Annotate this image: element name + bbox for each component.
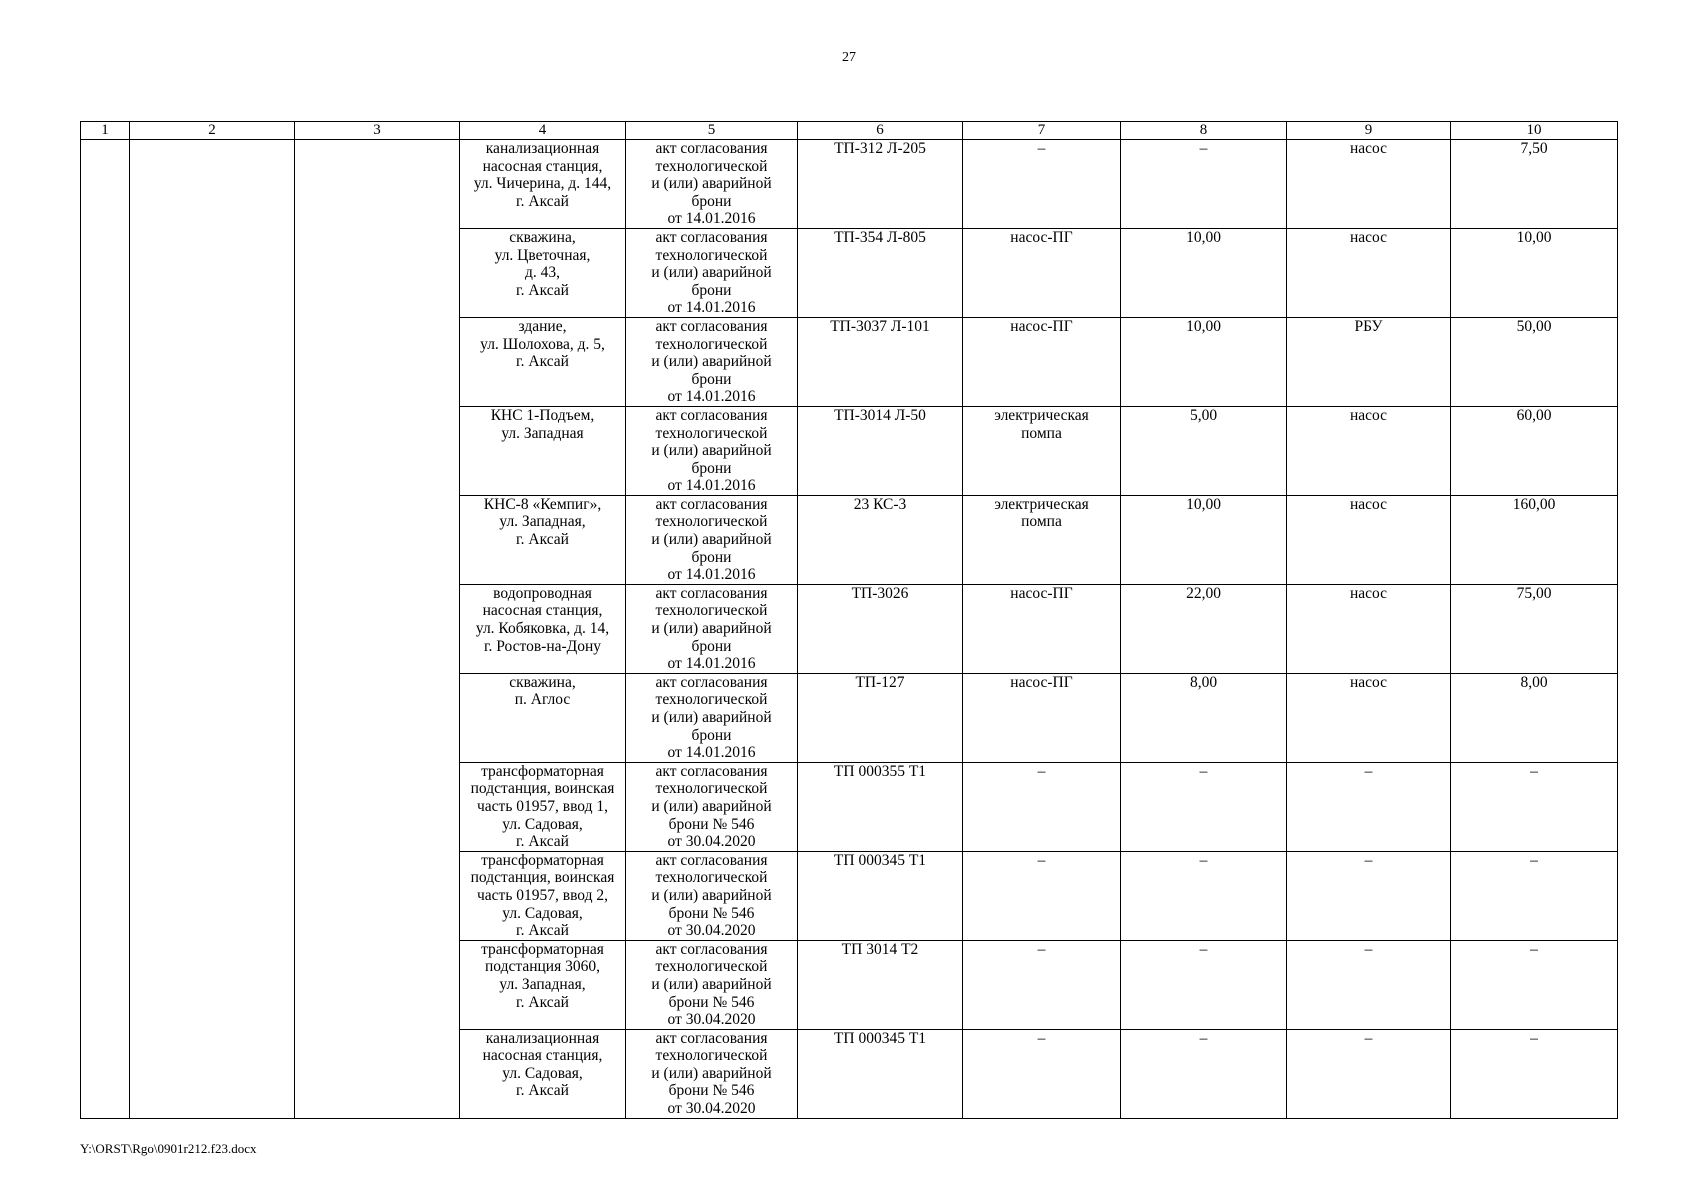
file-path-footer: Y:\ORST\Rgo\0901r212.f23.docx <box>80 1141 257 1156</box>
cell-c4: канализационная насосная станция, ул. Садовая, г. Аксай <box>460 1029 626 1118</box>
cell-c9: РБУ <box>1287 317 1451 406</box>
cell-c9: насос <box>1287 228 1451 317</box>
cell-c10: – <box>1451 1029 1618 1118</box>
header-cell: 8 <box>1121 122 1287 140</box>
cell-c8: – <box>1121 1029 1287 1118</box>
cell-c10: 160,00 <box>1451 495 1618 584</box>
cell-c8: – <box>1121 762 1287 851</box>
cell-c9: насос <box>1287 584 1451 673</box>
cell-c5: акт согласования технологической и (или) аварийной брони № 546 от 30.04.2020 <box>626 762 798 851</box>
cell-c7: насос-ПГ <box>963 673 1121 762</box>
cell-c7: – <box>963 762 1121 851</box>
cell-c7: – <box>963 851 1121 940</box>
cell-c6: ТП 000355 Т1 <box>798 762 963 851</box>
cell-c8: – <box>1121 940 1287 1029</box>
cell-c5: акт согласования технологической и (или) аварийной брони от 14.01.2016 <box>626 140 798 229</box>
cell-c8: 10,00 <box>1121 228 1287 317</box>
cell-c6: ТП-127 <box>798 673 963 762</box>
cell-c6: ТП-312 Л-205 <box>798 140 963 229</box>
cell-c5: акт согласования технологической и (или) аварийной брони от 14.01.2016 <box>626 228 798 317</box>
cell-c10: 60,00 <box>1451 406 1618 495</box>
col-1-cell <box>81 140 130 1119</box>
cell-c4: трансформаторная подстанция, воинская часть 01957, ввод 1, ул. Садовая, г. Аксай <box>460 762 626 851</box>
cell-c6: ТП 3014 Т2 <box>798 940 963 1029</box>
cell-c4: трансформаторная подстанция 3060, ул. Западная, г. Аксай <box>460 940 626 1029</box>
cell-c7: – <box>963 940 1121 1029</box>
data-table <box>80 121 1618 1119</box>
header-cell: 10 <box>1451 122 1618 140</box>
table-row <box>81 140 1618 229</box>
cell-c4: водопроводная насосная станция, ул. Кобяковка, д. 14, г. Ростов-на-Дону <box>460 584 626 673</box>
cell-c7: – <box>963 140 1121 229</box>
cell-c8: 10,00 <box>1121 317 1287 406</box>
cell-c6: 23 КС-3 <box>798 495 963 584</box>
cell-c8: 8,00 <box>1121 673 1287 762</box>
header-row <box>81 122 1618 140</box>
page-number: 27 <box>842 50 856 65</box>
cell-c6: ТП 000345 Т1 <box>798 1029 963 1118</box>
cell-c7: насос-ПГ <box>963 228 1121 317</box>
cell-c10: – <box>1451 851 1618 940</box>
cell-c10: 75,00 <box>1451 584 1618 673</box>
cell-c6: ТП-3026 <box>798 584 963 673</box>
cell-c7: электрическая помпа <box>963 495 1121 584</box>
cell-c4: трансформаторная подстанция, воинская часть 01957, ввод 2, ул. Садовая, г. Аксай <box>460 851 626 940</box>
cell-c10: – <box>1451 940 1618 1029</box>
cell-c4: скважина, ул. Цветочная, д. 43, г. Аксай <box>460 228 626 317</box>
cell-c6: ТП-3014 Л-50 <box>798 406 963 495</box>
cell-c6: ТП-354 Л-805 <box>798 228 963 317</box>
col-2-cell <box>130 140 295 1119</box>
cell-c7: – <box>963 1029 1121 1118</box>
cell-c9: – <box>1287 940 1451 1029</box>
cell-c9: – <box>1287 762 1451 851</box>
cell-c4: КНС-8 «Кемпиг», ул. Западная, г. Аксай <box>460 495 626 584</box>
cell-c5: акт согласования технологической и (или) аварийной брони от 14.01.2016 <box>626 406 798 495</box>
cell-c9: – <box>1287 851 1451 940</box>
cell-c4: КНС 1-Подъем, ул. Западная <box>460 406 626 495</box>
cell-c5: акт согласования технологической и (или) аварийной брони от 14.01.2016 <box>626 584 798 673</box>
cell-c8: 10,00 <box>1121 495 1287 584</box>
cell-c10: 50,00 <box>1451 317 1618 406</box>
cell-c5: акт согласования технологической и (или) аварийной брони № 546 от 30.04.2020 <box>626 851 798 940</box>
header-cell: 5 <box>626 122 798 140</box>
cell-c5: акт согласования технологической и (или) аварийной брони от 14.01.2016 <box>626 317 798 406</box>
cell-c8: 22,00 <box>1121 584 1287 673</box>
header-cell: 4 <box>460 122 626 140</box>
cell-c8: – <box>1121 140 1287 229</box>
cell-c9: насос <box>1287 495 1451 584</box>
col-3-cell <box>295 140 460 1119</box>
cell-c4: здание, ул. Шолохова, д. 5, г. Аксай <box>460 317 626 406</box>
cell-c9: насос <box>1287 140 1451 229</box>
cell-c5: акт согласования технологической и (или) аварийной брони от 14.01.2016 <box>626 673 798 762</box>
cell-c10: – <box>1451 762 1618 851</box>
cell-c9: насос <box>1287 673 1451 762</box>
cell-c8: 5,00 <box>1121 406 1287 495</box>
cell-c7: электрическая помпа <box>963 406 1121 495</box>
cell-c5: акт согласования технологической и (или) аварийной брони от 14.01.2016 <box>626 495 798 584</box>
header-cell: 1 <box>81 122 130 140</box>
cell-c5: акт согласования технологической и (или) аварийной брони № 546 от 30.04.2020 <box>626 1029 798 1118</box>
cell-c6: ТП 000345 Т1 <box>798 851 963 940</box>
cell-c10: 10,00 <box>1451 228 1618 317</box>
cell-c10: 8,00 <box>1451 673 1618 762</box>
header-cell: 2 <box>130 122 295 140</box>
cell-c6: ТП-3037 Л-101 <box>798 317 963 406</box>
cell-c4: скважина, п. Аглос <box>460 673 626 762</box>
cell-c5: акт согласования технологической и (или) аварийной брони № 546 от 30.04.2020 <box>626 940 798 1029</box>
cell-c8: – <box>1121 851 1287 940</box>
header-cell: 6 <box>798 122 963 140</box>
cell-c9: насос <box>1287 406 1451 495</box>
cell-c9: – <box>1287 1029 1451 1118</box>
cell-c4: канализационная насосная станция, ул. Чичерина, д. 144, г. Аксай <box>460 140 626 229</box>
cell-c7: насос-ПГ <box>963 584 1121 673</box>
header-cell: 7 <box>963 122 1121 140</box>
header-cell: 3 <box>295 122 460 140</box>
cell-c10: 7,50 <box>1451 140 1618 229</box>
header-cell: 9 <box>1287 122 1451 140</box>
cell-c7: насос-ПГ <box>963 317 1121 406</box>
